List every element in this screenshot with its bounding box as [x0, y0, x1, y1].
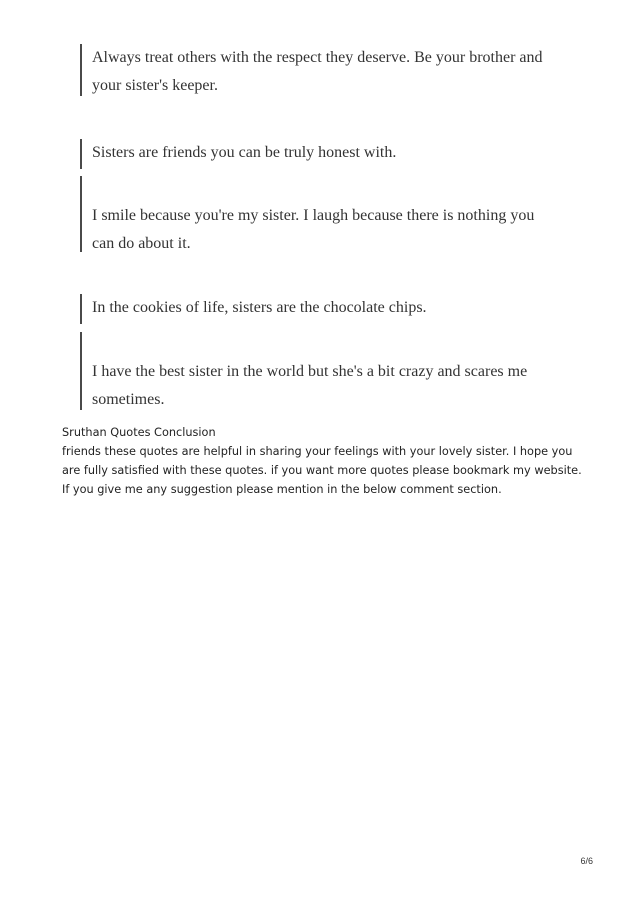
quote-block: [80, 44, 560, 96]
conclusion-body: friends these quotes are helpful in sharing your feelings with your lovely sister. I hope you are fully satisfied with these quotes. if you want more quotes please bookmark my website. If you give me any suggestion please mention in the below comment section.: [62, 445, 582, 496]
quote-text: I have the best sister in the world but she's a bit crazy and scares me sometimes.: [92, 363, 528, 408]
quote-text: I smile because you're my sister. I laugh because there is nothing you can do about it.: [92, 207, 535, 252]
quote-text: Always treat others with the respect they deserve. Be your brother and your sister's keeper.: [92, 49, 543, 94]
page-number: 6/6: [580, 856, 593, 866]
quote-block: [80, 294, 560, 324]
quote-block: [80, 176, 560, 252]
conclusion-title: Sruthan Quotes Conclusion: [62, 426, 216, 439]
conclusion-section: [62, 423, 582, 499]
quote-block: [80, 332, 560, 410]
quote-block: [80, 139, 560, 169]
quote-text: Sisters are friends you can be truly honest with.: [92, 144, 397, 161]
quote-text: In the cookies of life, sisters are the chocolate chips.: [92, 299, 427, 316]
